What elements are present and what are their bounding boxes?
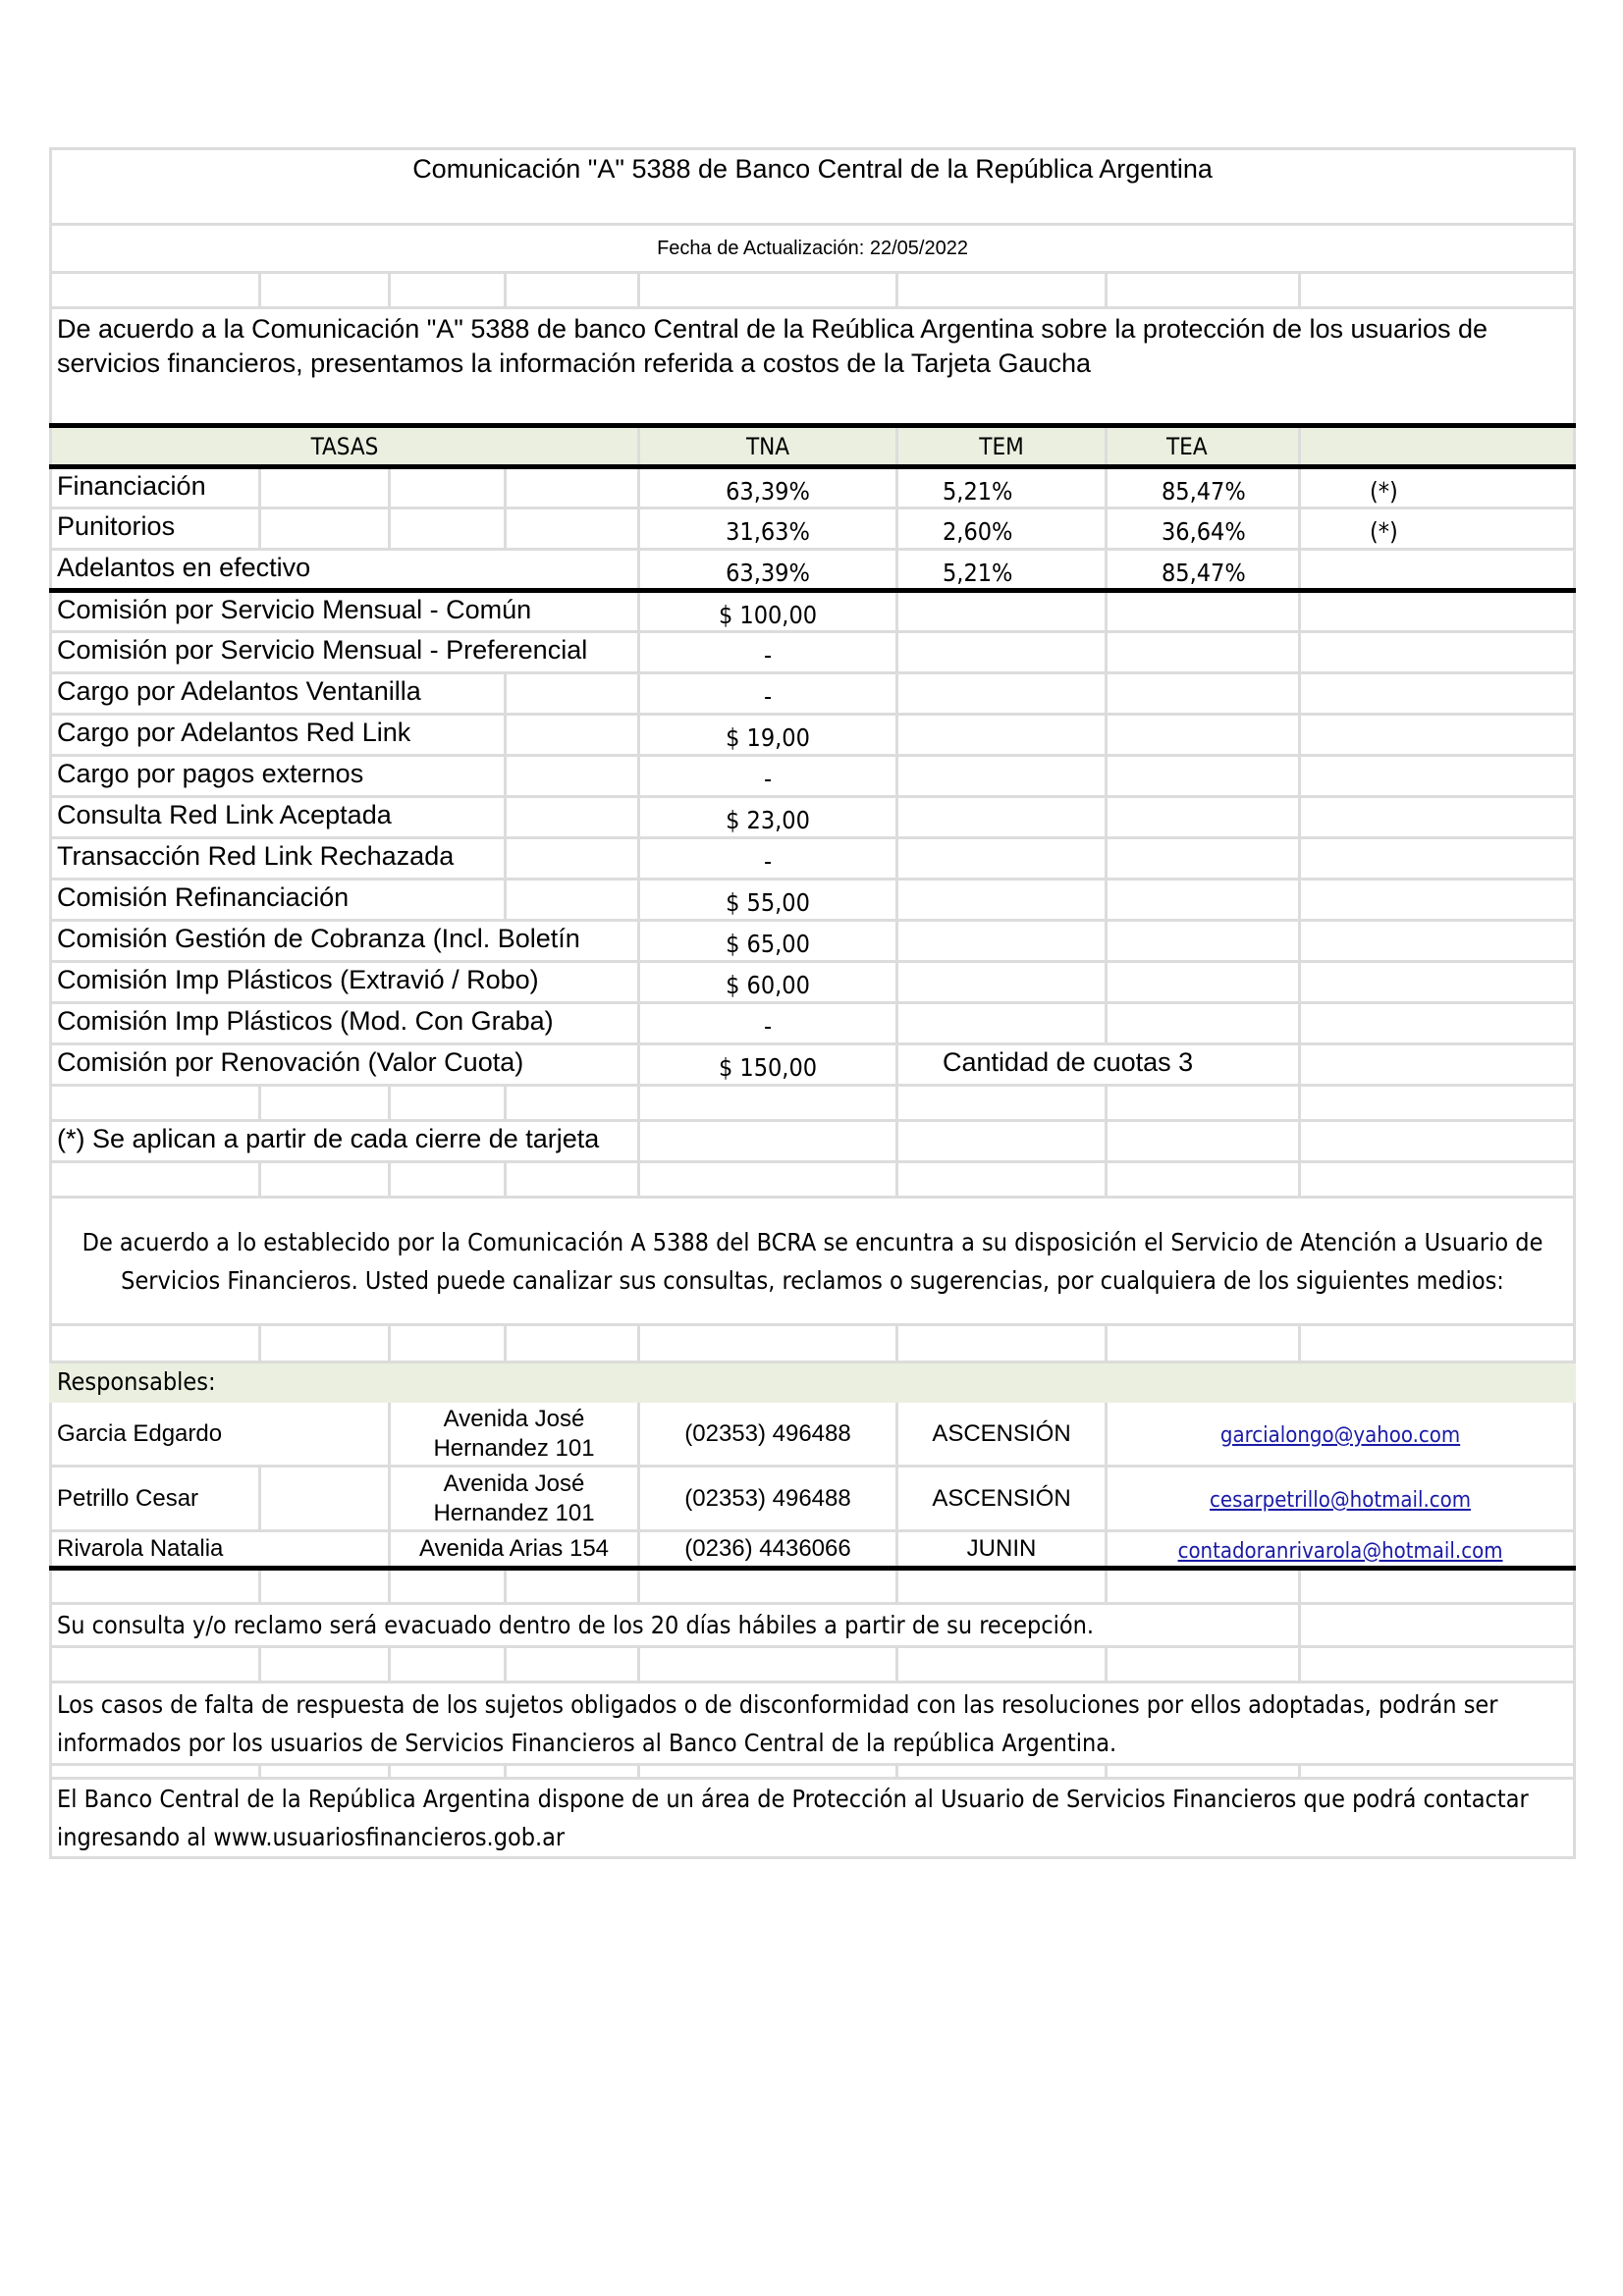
fee-label: Comisión Refinanciación (51, 880, 506, 921)
rates-header-row (51, 426, 1575, 467)
update-date: Fecha de Actualización: 22/05/2022 (51, 225, 1575, 273)
costs-table (49, 147, 1576, 1859)
fee-label: Comisión Imp Plásticos (Mod. Con Graba) (51, 1003, 639, 1044)
responsable-address: Avenida José Hernandez 101 (390, 1467, 639, 1531)
rate-note (1300, 550, 1575, 591)
fee-row (51, 715, 1575, 756)
fee-value: $ 23,00 (639, 797, 897, 838)
fee-value: - (639, 838, 897, 880)
fee-value: $ 100,00 (639, 591, 897, 632)
fee-label: Comisión por Servicio Mensual - Preferencial (51, 632, 639, 673)
rate-tea: 85,47% (1107, 550, 1300, 591)
fee-label: Transacción Red Link Rechazada (51, 838, 506, 880)
responsable-row (51, 1467, 1575, 1531)
responsable-name: Garcia Edgardo (51, 1402, 390, 1467)
header-tasas: TASAS (51, 426, 639, 467)
rate-row (51, 467, 1575, 508)
fee-value: $ 60,00 (639, 962, 897, 1003)
fee-row (51, 962, 1575, 1003)
fee-label: Comisión por Servicio Mensual - Común (51, 591, 639, 632)
responsable-city: JUNIN (897, 1531, 1107, 1569)
fee-row (51, 591, 1575, 632)
fee-value: - (639, 673, 897, 715)
responsable-phone: (02353) 496488 (639, 1467, 897, 1531)
rate-note: (*) (1300, 467, 1575, 508)
fee-label: Consulta Red Link Aceptada (51, 797, 506, 838)
fee-row (51, 1003, 1575, 1044)
responsable-address: Avenida Arias 154 (390, 1531, 639, 1569)
empty-row (51, 1765, 1575, 1779)
fee-value: - (639, 756, 897, 797)
fee-value: - (639, 1003, 897, 1044)
rate-note: (*) (1300, 508, 1575, 550)
date-row (51, 225, 1575, 273)
rate-tna: 63,39% (639, 467, 897, 508)
rate-row (51, 508, 1575, 550)
responsable-city: ASCENSIÓN (897, 1402, 1107, 1467)
header-tea: TEA (1107, 426, 1300, 467)
responsable-email-link[interactable]: contadoranrivarola@hotmail.com (1177, 1538, 1503, 1564)
rate-tem: 5,21% (897, 467, 1107, 508)
fee-label: Comisión Gestión de Cobranza (Incl. Boletín (51, 921, 639, 962)
empty-row (51, 1086, 1575, 1121)
rate-tna: 63,39% (639, 550, 897, 591)
rate-row (51, 550, 1575, 591)
fee-value: $ 150,00 (639, 1044, 897, 1086)
rate-tea: 36,64% (1107, 508, 1300, 550)
fee-row (51, 838, 1575, 880)
rate-label: Punitorios (51, 508, 260, 550)
fee-label: Cargo por Adelantos Ventanilla (51, 673, 506, 715)
responsable-name: Rivarola Natalia (51, 1531, 390, 1569)
responsable-email-link[interactable]: garcialongo@yahoo.com (1219, 1423, 1461, 1448)
footnote-row (51, 1121, 1575, 1162)
service-notice-row (51, 1198, 1575, 1325)
service-notice: De acuerdo a lo establecido por la Comunicación A 5388 del BCRA se encuntra a su disposición el Servicio de Atención a Usuario de Servicios Financieros. Usted puede canalizar sus consultas, reclamos o sugerencias, por cualquiera de los siguientes medios: (51, 1198, 1575, 1325)
empty-row (51, 1647, 1575, 1682)
fee-value: $ 65,00 (639, 921, 897, 962)
intro-row (51, 308, 1575, 426)
document-title: Comunicación "A" 5388 de Banco Central de la República Argentina (51, 149, 1575, 225)
fee-label: Comisión por Renovación (Valor Cuota) (51, 1044, 639, 1086)
rate-tna: 31,63% (639, 508, 897, 550)
intro-paragraph: De acuerdo a la Comunicación "A" 5388 de banco Central de la Reública Argentina sobre la protección de los usuarios de servicios financieros, presentamos la información referida a costos de la Tarjeta Gaucha (51, 308, 1575, 426)
header-tem: TEM (897, 426, 1107, 467)
non-response-text: Los casos de falta de respuesta de los sujetos obligados o de disconformidad con las resoluciones por ellos adoptadas, podrán ser informados por los usuarios de Servicios Financieros al Banco Central de la república Argentina. (51, 1682, 1575, 1765)
responsables-header-row (51, 1362, 1575, 1402)
fee-value: $ 19,00 (639, 715, 897, 756)
rate-tem: 5,21% (897, 550, 1107, 591)
responsable-name: Petrillo Cesar (51, 1467, 260, 1531)
responsable-phone: (0236) 4436066 (639, 1531, 897, 1569)
response-time-text: Su consulta y/o reclamo será evacuado dentro de los 20 días hábiles a partir de su recepción. (51, 1604, 1300, 1647)
header-tna: TNA (639, 426, 897, 467)
non-response-row (51, 1682, 1575, 1765)
fee-value: $ 55,00 (639, 880, 897, 921)
fee-row (51, 632, 1575, 673)
fee-row (51, 756, 1575, 797)
bcra-protection-text: El Banco Central de la República Argentina dispone de un área de Protección al Usuario de Servicios Financieros que podrá contactar ingresando al www.usuariosfinancieros.gob.ar (51, 1779, 1575, 1858)
empty-row (51, 1325, 1575, 1362)
fee-label: Cargo por Adelantos Red Link (51, 715, 506, 756)
fee-row (51, 797, 1575, 838)
spreadsheet-page (49, 147, 1573, 1859)
responsable-phone: (02353) 496488 (639, 1402, 897, 1467)
fee-label: Cargo por pagos externos (51, 756, 506, 797)
empty-row (51, 273, 1575, 308)
fee-label: Comisión Imp Plásticos (Extravió / Robo) (51, 962, 639, 1003)
fee-row (51, 673, 1575, 715)
responsable-row (51, 1531, 1575, 1569)
rate-tea: 85,47% (1107, 467, 1300, 508)
empty-row (51, 1162, 1575, 1198)
rate-label: Financiación (51, 467, 260, 508)
responsable-email-link[interactable]: cesarpetrillo@hotmail.com (1210, 1488, 1472, 1513)
rate-label: Adelantos en efectivo (51, 550, 639, 591)
empty-row (51, 1569, 1575, 1604)
title-row (51, 149, 1575, 225)
responsable-row (51, 1402, 1575, 1467)
fee-row (51, 880, 1575, 921)
responsable-city: ASCENSIÓN (897, 1467, 1107, 1531)
responsable-address: Avenida José Hernandez 101 (390, 1402, 639, 1467)
fee-row (51, 1044, 1575, 1086)
footnote: (*) Se aplican a partir de cada cierre de tarjeta (51, 1121, 639, 1162)
bcra-protection-row (51, 1779, 1575, 1858)
installments-count: Cantidad de cuotas 3 (897, 1044, 1300, 1086)
rate-tem: 2,60% (897, 508, 1107, 550)
fee-value: - (639, 632, 897, 673)
fee-row (51, 921, 1575, 962)
response-time-row (51, 1604, 1575, 1647)
responsables-header: Responsables: (51, 1362, 1575, 1402)
